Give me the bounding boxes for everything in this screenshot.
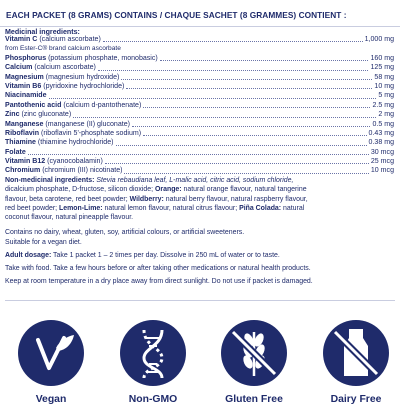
non-medicinal-label: Non-medicinal ingredients: <box>5 177 95 184</box>
ingredient-name: Niacinamide <box>5 92 47 100</box>
ingredient-row <box>5 91 394 100</box>
leader-dots <box>126 88 372 89</box>
leader-dots <box>28 154 369 155</box>
ingredient-quantity: 30 mcg <box>370 148 394 156</box>
ingredient-source: (calcium d-pantothenate) <box>61 101 142 109</box>
non-medicinal-line-1: Stevia rebaudiana leaf, L-malic acid, citric acid, sodium chloride, <box>96 177 294 184</box>
ingredient-name: Pantothenic acid <box>5 101 62 109</box>
non-medicinal-line-2a: dicalcium phosphate, D-fructose, silicon dioxide; <box>5 186 155 194</box>
ingredient-source: (chromium (III) nicotinate) <box>40 167 123 175</box>
ingredient-name: Magnesium <box>5 73 44 81</box>
badge-dairy-free <box>316 318 396 405</box>
ingredient-quantity: 2.5 mg <box>372 101 394 109</box>
ingredient-row <box>5 138 394 147</box>
ingredient-quantity: 125 mg <box>370 64 394 72</box>
badge-gluten-free <box>214 318 294 405</box>
non-medicinal-line-3a: flavour, beta carotene, red beet powder; <box>5 195 130 203</box>
ingredient-quantity: 58 mg <box>374 73 394 81</box>
badge-row <box>0 318 400 416</box>
dna-icon <box>118 318 188 388</box>
ingredient-name: Folate <box>5 148 26 156</box>
storage-note: Keep at room temperature in a dry place away from direct sunlight. Do not use if packet is damaged. <box>5 278 313 285</box>
header-title: EACH PACKET (8 GRAMS) CONTAINS / CHAQUE SACHET (8 GRAMMES) CONTIENT : <box>6 10 347 20</box>
dosage-text: Take 1 packet 1 – 2 times per day. Dissolve in 250 mL of water or to taste. <box>51 252 280 259</box>
ingredient-name: Manganese <box>5 120 44 128</box>
dosage-label: Adult dosage: <box>5 252 52 259</box>
non-medicinal-line-2c: natural orange flavour, natural tangerine <box>181 186 307 194</box>
label-header <box>0 0 400 27</box>
ingredient-source: (manganese (II) gluconate) <box>43 120 130 128</box>
ingredient-source: (zinc gluconate) <box>19 111 72 119</box>
milk-crossed-icon <box>321 318 391 388</box>
ingredient-source: (pyridoxine hydrochloride) <box>41 82 125 90</box>
leader-dots <box>105 163 369 164</box>
ingredient-source: (thiamine hydrochloride) <box>35 139 114 147</box>
leader-dots <box>49 98 376 99</box>
badge-vegan <box>11 318 91 405</box>
flavour-pina-colada: Piña Colada: <box>239 204 282 212</box>
non-medicinal-line-4e: natural <box>281 204 305 212</box>
leader-dots <box>132 126 370 127</box>
ingredient-source: from Ester-C® brand calcium ascorbate <box>5 45 121 53</box>
leader-dots <box>124 173 369 174</box>
ingredient-source: (calcium ascorbate) <box>37 36 101 43</box>
ingredient-source: (cyanocobalamin) <box>45 158 103 166</box>
ingredient-quantity: 160 mg <box>370 54 394 62</box>
badge-label: Dairy Free <box>330 394 382 405</box>
medicinal-ingredients-list <box>5 35 394 176</box>
vegan-icon <box>16 318 86 388</box>
ingredient-row <box>5 73 394 82</box>
wheat-crossed-icon <box>219 318 289 388</box>
contains-note: Contains no dairy, wheat, gluten, soy, artificial colours, or artificial sweeteners. <box>5 229 245 236</box>
section-divider <box>5 300 395 301</box>
ingredient-row <box>5 35 394 44</box>
ingredient-row <box>5 82 394 91</box>
ingredient-row <box>5 110 394 119</box>
ingredient-row <box>5 101 394 110</box>
ingredient-quantity: 0.38 mg <box>368 139 394 147</box>
medicinal-title: Medicinal ingredients: <box>5 28 80 36</box>
ingredient-name: Vitamin C <box>5 36 38 43</box>
leader-dots <box>160 60 368 61</box>
ingredient-quantity: 2 mg <box>378 111 394 119</box>
ingredient-quantity: 10 mg <box>374 82 394 90</box>
ingredient-name: Thiamine <box>5 139 36 147</box>
ingredient-row <box>5 148 394 157</box>
ingredient-source: (potassium phosphate, monobasic) <box>46 54 158 62</box>
non-medicinal-line-4c: natural lemon flavour, natural citrus flavour; <box>102 204 240 212</box>
non-medicinal-ingredients <box>5 176 395 222</box>
ingredient-quantity: 0.5 mg <box>372 120 394 128</box>
ingredient-name: Riboflavin <box>5 129 40 137</box>
badge-label: Vegan <box>35 394 67 405</box>
leader-dots <box>116 145 367 146</box>
flavour-lemon-lime: Lemon-Lime: <box>59 204 103 212</box>
ingredient-name: Vitamin B12 <box>5 158 46 166</box>
ingredient-row <box>5 120 394 129</box>
leader-dots <box>121 79 372 80</box>
badge-label: Non-GMO <box>128 394 178 405</box>
suitable-note: Suitable for a vegan diet. <box>5 239 82 246</box>
leader-dots <box>143 135 367 136</box>
leader-dots <box>98 70 368 71</box>
ingredient-name: Chromium <box>5 167 41 175</box>
badge-non-gmo <box>113 318 193 405</box>
ingredient-row <box>5 129 394 138</box>
non-medicinal-line-5: coconut flavour, natural pineapple flavour. <box>5 214 134 222</box>
badge-label: Gluten Free <box>225 394 283 405</box>
ingredient-quantity: 5 mg <box>378 92 394 100</box>
non-medicinal-line-4a: red beet powder; <box>5 204 59 212</box>
ingredient-name: Vitamin B6 <box>5 82 42 90</box>
ingredient-row <box>5 44 394 53</box>
flavour-wildberry: Wildberry: <box>129 195 164 203</box>
ingredient-quantity: 25 mcg <box>370 158 394 166</box>
ingredient-row <box>5 63 394 72</box>
adult-dosage <box>5 251 395 260</box>
ingredient-row <box>5 54 394 63</box>
ingredient-quantity: 10 mcg <box>370 167 394 175</box>
ingredient-source: (riboflavin 5'-phosphate sodium) <box>39 129 142 137</box>
ingredient-source: (calcium ascorbate) <box>32 64 96 72</box>
leader-dots <box>103 41 363 42</box>
flavour-orange: Orange: <box>155 186 182 194</box>
ingredient-source: (magnesium hydroxide) <box>43 73 120 81</box>
ingredient-name: Calcium <box>5 64 33 72</box>
leader-dots <box>143 107 370 108</box>
ingredient-quantity: 1,000 mg <box>364 36 394 43</box>
non-medicinal-line-3c: natural berry flavour, natural raspberry flavour, <box>163 195 308 203</box>
ingredient-name: Zinc <box>5 111 20 119</box>
leader-dots <box>73 117 376 118</box>
ingredient-name: Phosphorus <box>5 54 47 62</box>
ingredient-row <box>5 166 394 175</box>
ingredient-quantity: 0.43 mg <box>368 129 394 137</box>
ingredient-row <box>5 157 394 166</box>
dosage-warning: Take with food. Take a few hours before or after taking other medications or natural health products. <box>5 265 311 272</box>
